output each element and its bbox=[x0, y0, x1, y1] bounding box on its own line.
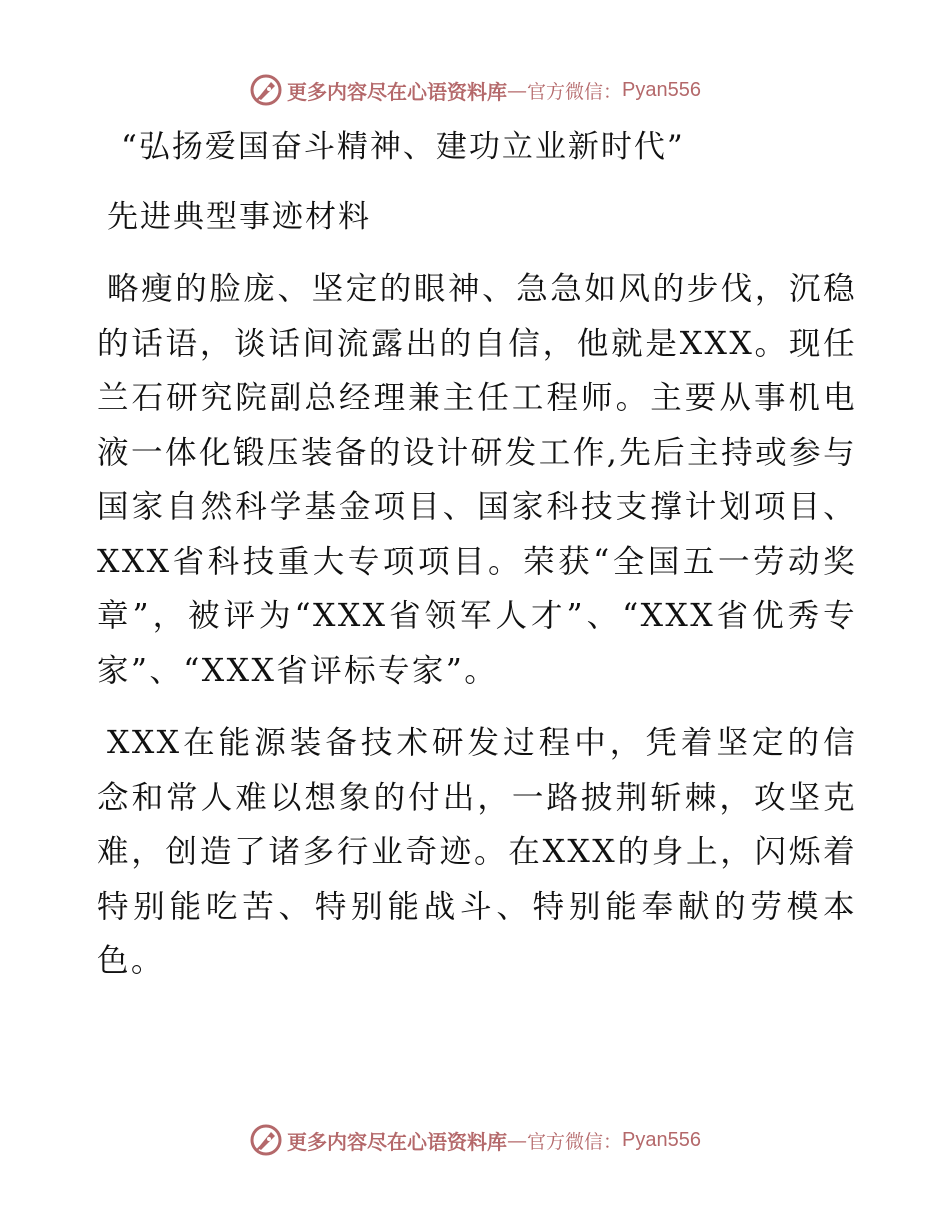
paragraph-2: XXX在能源装备技术研发过程中，凭着坚定的信念和常人难以想象的付出，一路披荆斩棘，攻坚克难，创造了诸多行业奇迹。在XXX的身上，闪烁着特别能吃苦、特别能战斗、特别能奉献的劳模本色。 bbox=[97, 725, 857, 979]
watermark-text: 更多内容尽在心语资料库 bbox=[287, 79, 507, 104]
watermark-wechat-id: Pyan556 bbox=[622, 1128, 701, 1151]
footer-watermark bbox=[0, 1120, 950, 1160]
watermark-official-label: 官方微信： bbox=[527, 80, 623, 103]
watermark-wechat-id: Pyan556 bbox=[622, 78, 701, 101]
document-body bbox=[97, 120, 857, 1007]
pen-nib-logo-icon bbox=[249, 1123, 283, 1157]
watermark-separator: — bbox=[507, 78, 527, 102]
watermark-text: 更多内容尽在心语资料库 bbox=[287, 1129, 507, 1154]
watermark-separator: — bbox=[507, 1128, 527, 1152]
paragraph-1: 略瘦的脸庞、坚定的眼神、急急如风的步伐，沉稳的话语，谈话间流露出的自信，他就是XXX。现任兰石研究院副总经理兼主任工程师。主要从事机电液一体化锻压装备的设计研发工作,先后主持或参与国家自然科学基金项目、国家科技支撑计划项目、XXX省科技重大专项项目。荣获“全国五一劳动奖章”，被评为“XXX省领军人才”、“XXX省优秀专家”、“XXX省评标专家”。 bbox=[97, 271, 857, 689]
document-subtitle: 先进典型事迹材料 bbox=[107, 199, 371, 235]
header-watermark bbox=[0, 70, 950, 110]
watermark-official-label: 官方微信： bbox=[527, 1130, 623, 1153]
document-title: “弘扬爱国奋斗精神、建功立业新时代” bbox=[121, 129, 685, 165]
pen-nib-logo-icon bbox=[249, 73, 283, 107]
